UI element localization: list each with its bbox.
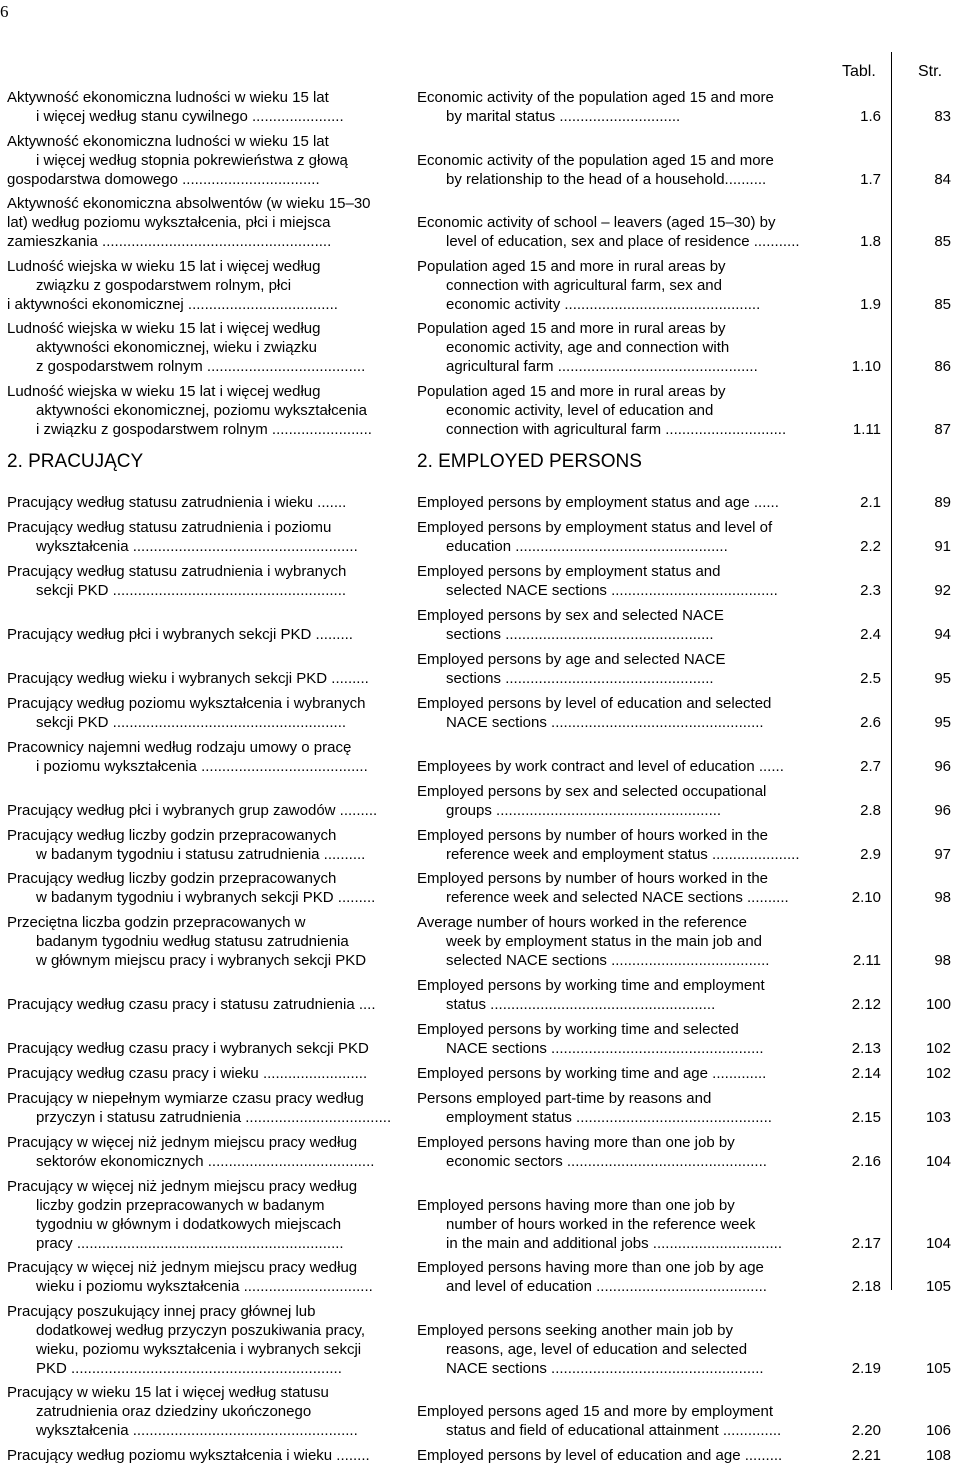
entry-line-en: reference week and selected NACE sections .......... <box>446 889 789 906</box>
entry-title-pl <box>7 1446 414 1465</box>
entry-line-en: Population aged 15 and more in rural areas by <box>417 320 726 337</box>
entry-line-en <box>417 1177 825 1196</box>
entry-line-en: education ................................................... <box>446 538 728 555</box>
page-ref: 104 <box>925 1153 951 1170</box>
entry-title-pl <box>7 518 414 556</box>
entry-line-pl: Pracujący według liczby godzin przepracowanych <box>7 870 337 887</box>
entry-title-en <box>417 738 825 776</box>
entry-line-en: economic activity ............................................... <box>446 296 761 313</box>
entry-title-en <box>417 562 825 600</box>
page-ref: 104 <box>925 1235 951 1252</box>
page-ref: 84 <box>934 171 951 188</box>
table-number: 2.13 <box>851 1040 881 1057</box>
entry-title-en <box>417 1258 825 1296</box>
entry-line-pl: Pracujący w niepełnym wymiarze czasu pracy według <box>7 1090 364 1107</box>
table-number: 2.14 <box>851 1065 881 1082</box>
page-ref: 85 <box>934 233 951 250</box>
entry-title-en <box>417 869 825 907</box>
entry-line-en: Employed persons by sex and selected occupational <box>417 783 767 800</box>
entry-line-en: Employed persons by employment status and level of <box>417 519 773 536</box>
entry-line-en: in the main and additional jobs ............................... <box>446 1235 782 1252</box>
entry-line-pl: związku z gospodarstwem rolnym, płci <box>36 277 292 294</box>
entry-title-pl <box>7 1177 414 1253</box>
entry-title-en <box>417 650 825 688</box>
entry-line-en: Employed persons by employment status and <box>417 563 721 580</box>
entry-title-pl <box>7 88 414 126</box>
entry-line-pl: Pracujący według statusu zatrudnienia i wieku ....... <box>7 494 347 511</box>
entry-title-en <box>417 694 825 732</box>
entry-line-en: selected NACE sections ........................................ <box>446 582 778 599</box>
table-number: 2.6 <box>860 714 881 731</box>
entry-line-pl: i poziomu wykształcenia ........................................ <box>36 758 368 775</box>
entry-line-en: number of hours worked in the reference week <box>446 1216 756 1233</box>
table-number: 2.10 <box>851 889 881 906</box>
entry-line-en: sections .................................................. <box>446 626 714 643</box>
entry-title-pl <box>7 1383 414 1440</box>
entry-line-pl: Ludność wiejska w wieku 15 lat i więcej według <box>7 258 321 275</box>
entry-line-pl: sekcji PKD ........................................................ <box>36 582 347 599</box>
entry-line-en: by marital status ............................. <box>446 108 681 125</box>
table-number: 2.12 <box>851 996 881 1013</box>
entry-title-en <box>417 1133 825 1171</box>
entry-line-pl: badanym tygodniu według statusu zatrudnienia <box>36 933 349 950</box>
entry-line-pl: Pracujący według statusu zatrudnienia i wybranych <box>7 563 347 580</box>
entry-line-pl: lat) według poziomu wykształcenia, płci i miejsca <box>7 214 331 231</box>
entry-line-en: connection with agricultural farm ............................. <box>446 421 787 438</box>
entry-line-pl: Pracownicy najemni według rodzaju umowy o pracę <box>7 739 352 756</box>
entry-line-en <box>417 1383 825 1402</box>
entry-line-pl: w głównym miejscu pracy i wybranych sekcji PKD <box>36 952 367 969</box>
entry-line-en: groups ...................................................... <box>446 802 722 819</box>
entry-line-en: Employed persons by age and selected NACE <box>417 651 726 668</box>
entry-title-en <box>417 826 825 864</box>
entry-line-pl: Przeciętna liczba godzin przepracowanych w <box>7 914 306 931</box>
entry-title-en <box>417 132 825 189</box>
entry-line-pl <box>7 782 414 801</box>
entry-title-pl <box>7 562 414 600</box>
page-ref: 98 <box>934 889 951 906</box>
entry-line-pl <box>7 976 414 995</box>
entry-line-en: Average number of hours worked in the reference <box>417 914 747 931</box>
entry-line-en: level of education, sex and place of residence ........... <box>446 233 800 250</box>
page-ref: 97 <box>934 846 951 863</box>
table-number: 2.5 <box>860 670 881 687</box>
entry-title-en <box>417 976 825 1014</box>
entry-line-en: selected NACE sections ...................................... <box>446 952 770 969</box>
page-ref: 108 <box>925 1447 951 1464</box>
entry-line-pl: Pracujący według wieku i wybranych sekcji PKD ......... <box>7 670 369 687</box>
entry-line-pl: Pracujący według statusu zatrudnienia i poziomu <box>7 519 332 536</box>
entry-line-pl: Pracujący według liczby godzin przepracowanych <box>7 827 337 844</box>
entry-line-en: Persons employed part-time by reasons and <box>417 1090 712 1107</box>
table-number: 2.17 <box>851 1235 881 1252</box>
entry-line-en: economic activity, age and connection with <box>446 339 730 356</box>
entry-title-pl <box>7 1258 414 1296</box>
table-number: 1.9 <box>860 296 881 313</box>
page-ref: 95 <box>934 670 951 687</box>
entry-line-en: Population aged 15 and more in rural areas by <box>417 258 726 275</box>
table-number: 2.18 <box>851 1278 881 1295</box>
entry-line-pl: Aktywność ekonomiczna ludności w wieku 15 lat <box>7 89 329 106</box>
entry-title-pl <box>7 976 414 1014</box>
column-divider <box>891 52 892 1290</box>
entry-line-en: Population aged 15 and more in rural areas by <box>417 383 726 400</box>
table-number: 2.11 <box>852 952 881 969</box>
entry-line-pl: Pracujący według płci i wybranych grup zawodów ......... <box>7 802 378 819</box>
entry-line-en: Economic activity of school – leavers (aged 15–30) by <box>417 214 776 231</box>
entry-line-pl: Pracujący według czasu pracy i statusu zatrudnienia .... <box>7 996 376 1013</box>
entry-line-en: NACE sections ................................................... <box>446 1040 764 1057</box>
table-number: 2.20 <box>851 1422 881 1439</box>
entry-line-en: Employed persons aged 15 and more by employment <box>417 1403 774 1420</box>
entry-line-en: Employed persons by employment status and age ...... <box>417 494 779 511</box>
entry-line-pl: Ludność wiejska w wieku 15 lat i więcej według <box>7 320 321 337</box>
entry-title-pl <box>7 1064 414 1083</box>
entry-line-pl: zatrudnienia oraz dziedziny ukończonego <box>36 1403 312 1420</box>
entry-line-pl: Pracujący w więcej niż jednym miejscu pracy według <box>7 1259 358 1276</box>
entry-line-pl: Aktywność ekonomiczna absolwentów (w wieku 15–30 <box>7 195 371 212</box>
entry-line-pl: Pracujący według czasu pracy i wybranych sekcji PKD <box>7 1040 369 1057</box>
page-ref: 94 <box>934 626 951 643</box>
entry-title-pl <box>7 132 414 189</box>
entry-line-pl: Pracujący w więcej niż jednym miejscu pracy według <box>7 1134 358 1151</box>
entry-line-en: Employed persons by sex and selected NACE <box>417 607 724 624</box>
table-number: 2.2 <box>860 538 881 555</box>
entry-title-pl <box>7 1020 414 1058</box>
entry-line-pl: zamieszkania ....................................................... <box>7 233 332 250</box>
page-ref: 95 <box>934 714 951 731</box>
table-number: 2.16 <box>851 1153 881 1170</box>
entry-title-en <box>417 257 825 314</box>
table-number: 2.3 <box>860 582 881 599</box>
page-ref: 83 <box>934 108 951 125</box>
entry-line-en: Employed persons by level of education and age ......... <box>417 1447 783 1464</box>
entry-title-pl <box>7 319 414 376</box>
entry-line-pl: wykształcenia ...................................................... <box>36 1422 358 1439</box>
entry-line-en: Employed persons having more than one job by age <box>417 1259 764 1276</box>
entry-title-en <box>417 493 825 512</box>
entry-line-en: sections .................................................. <box>446 670 714 687</box>
entry-line-en: Employed persons by level of education and selected <box>417 695 772 712</box>
entry-title-en <box>417 88 825 126</box>
entry-line-pl: aktywności ekonomicznej, poziomu wykształcenia <box>36 402 367 419</box>
entry-line-en: employment status ............................................... <box>446 1109 772 1126</box>
page-ref: 89 <box>934 494 951 511</box>
entry-line-en: Employed persons by working time and selected <box>417 1021 739 1038</box>
entry-title-pl <box>7 1302 414 1378</box>
entry-title-pl <box>7 694 414 732</box>
entry-line-pl: i aktywności ekonomicznej .................................... <box>7 296 338 313</box>
entry-title-pl <box>7 1089 414 1127</box>
entry-line-pl: wykształcenia ...................................................... <box>36 538 358 555</box>
entry-line-en: by relationship to the head of a household.......... <box>446 171 767 188</box>
entry-title-pl <box>7 738 414 776</box>
entry-line-pl <box>7 1020 414 1039</box>
entry-line-pl: Aktywność ekonomiczna ludności w wieku 15 lat <box>7 133 329 150</box>
page-ref: 92 <box>934 582 951 599</box>
section-heading-en: 2. EMPLOYED PERSONS <box>417 451 642 472</box>
page-ref: 105 <box>925 1278 951 1295</box>
table-number: 2.9 <box>860 846 881 863</box>
entry-line-pl: Pracujący według poziomu wykształcenia i wybranych <box>7 695 366 712</box>
entry-line-pl: tygodniu w głównym i dodatkowych miejscach <box>36 1216 342 1233</box>
entry-title-pl <box>7 606 414 644</box>
entry-line-en: Employed persons by number of hours worked in the <box>417 827 769 844</box>
entry-line-en: Employed persons having more than one job by <box>417 1134 735 1151</box>
entry-line-pl: Pracujący w więcej niż jednym miejscu pracy według <box>7 1178 358 1195</box>
entry-line-pl: PKD ................................................................. <box>36 1360 342 1377</box>
entry-line-pl: i więcej według stanu cywilnego ...................... <box>36 108 344 125</box>
entry-line-pl: pracy ................................................................ <box>36 1235 344 1252</box>
entry-line-pl: wieku i poziomu wykształcenia ............................... <box>36 1278 373 1295</box>
table-number: 2.8 <box>860 802 881 819</box>
entry-line-pl <box>7 606 414 625</box>
entry-line-pl: Ludność wiejska w wieku 15 lat i więcej według <box>7 383 321 400</box>
entry-line-en: week by employment status in the main job and <box>446 933 763 950</box>
table-number: 1.6 <box>860 108 881 125</box>
entry-line-en: NACE sections ................................................... <box>446 1360 764 1377</box>
entry-line-pl: Pracujący według poziomu wykształcenia i wieku ........ <box>7 1447 370 1464</box>
entry-title-pl <box>7 493 414 512</box>
entry-line-en <box>417 738 825 757</box>
page-ref: 102 <box>925 1040 951 1057</box>
table-number: 2.7 <box>860 758 881 775</box>
table-number: 2.19 <box>851 1360 881 1377</box>
page-number: 6 <box>0 2 9 21</box>
page-ref: 87 <box>934 421 951 438</box>
entry-line-pl: sekcji PKD ........................................................ <box>36 714 347 731</box>
entry-line-en: status ...................................................... <box>446 996 716 1013</box>
entry-line-pl: Pracujący według czasu pracy i wieku ......................... <box>7 1065 368 1082</box>
page-ref: 100 <box>925 996 951 1013</box>
entry-line-en: economic activity, level of education and <box>446 402 714 419</box>
page-ref: 106 <box>925 1422 951 1439</box>
entry-title-en <box>417 913 825 970</box>
entry-line-en <box>417 132 825 151</box>
entry-line-pl: gospodarstwa domowego ................................. <box>7 171 320 188</box>
entry-line-pl: dodatkowej według przyczyn poszukiwania pracy, <box>36 1322 366 1339</box>
entry-line-en: Employed persons seeking another main job by <box>417 1322 734 1339</box>
table-number: 2.15 <box>851 1109 881 1126</box>
entry-title-en <box>417 1089 825 1127</box>
entry-line-pl: Pracujący w wieku 15 lat i więcej według statusu <box>7 1384 329 1401</box>
entry-line-en: Economic activity of the population aged 15 and more <box>417 89 774 106</box>
entry-line-en: and level of education ......................................... <box>446 1278 767 1295</box>
table-number: 2.21 <box>851 1447 881 1464</box>
entry-line-pl: z gospodarstwem rolnym ...................................... <box>36 358 366 375</box>
entry-title-pl <box>7 869 414 907</box>
entry-line-en: Employed persons having more than one job by <box>417 1197 735 1214</box>
entry-title-pl <box>7 913 414 970</box>
entry-line-en <box>417 1302 825 1321</box>
entry-line-en: reasons, age, level of education and selected <box>446 1341 748 1358</box>
entry-title-en <box>417 1302 825 1378</box>
table-number: 2.4 <box>860 626 881 643</box>
entry-line-en: economic sectors ................................................ <box>446 1153 767 1170</box>
entry-line-en: Employed persons by number of hours worked in the <box>417 870 769 887</box>
entry-line-pl <box>7 650 414 669</box>
table-number: 1.10 <box>851 358 881 375</box>
entry-line-pl: wieku, poziomu wykształcenia i wybranych sekcji <box>36 1341 362 1358</box>
column-header-str: Str. <box>918 63 943 80</box>
page-ref: 96 <box>934 758 951 775</box>
entry-line-pl: aktywności ekonomicznej, wieku i związku <box>36 339 317 356</box>
entry-title-en <box>417 1020 825 1058</box>
entry-line-pl: Pracujący według płci i wybranych sekcji PKD ......... <box>7 626 353 643</box>
entry-line-en: status and field of educational attainment .............. <box>446 1422 782 1439</box>
entry-line-en: Employed persons by working time and age ............. <box>417 1065 767 1082</box>
page-ref: 98 <box>934 952 951 969</box>
entry-line-en: connection with agricultural farm, sex and <box>446 277 722 294</box>
page-ref: 102 <box>925 1065 951 1082</box>
entry-line-en: NACE sections ................................................... <box>446 714 764 731</box>
entry-title-pl <box>7 257 414 314</box>
entry-line-en: Employed persons by working time and employment <box>417 977 765 994</box>
entry-line-pl: i więcej według stopnia pokrewieństwa z głową <box>36 152 348 169</box>
entry-line-pl: przyczyn i statusu zatrudnienia ................................... <box>36 1109 392 1126</box>
section-heading-pl: 2. PRACUJĄCY <box>7 451 144 472</box>
page-ref: 96 <box>934 802 951 819</box>
entry-line-en <box>417 194 825 213</box>
entry-title-en <box>417 1446 825 1465</box>
entry-line-pl: Pracujący poszukujący innej pracy głównej lub <box>7 1303 316 1320</box>
entry-title-pl <box>7 382 414 439</box>
table-number: 1.7 <box>860 171 881 188</box>
entry-title-en <box>417 382 825 439</box>
entry-title-en <box>417 1177 825 1253</box>
table-number: 1.11 <box>852 421 881 438</box>
entry-title-pl <box>7 194 414 251</box>
table-number: 1.8 <box>860 233 881 250</box>
entry-title-pl <box>7 826 414 864</box>
entry-line-en: agricultural farm ................................................ <box>446 358 758 375</box>
entry-title-en <box>417 782 825 820</box>
entry-line-pl: i związku z gospodarstwem rolnym ........................ <box>36 421 372 438</box>
entry-title-en <box>417 194 825 251</box>
entry-title-en <box>417 518 825 556</box>
table-number: 2.1 <box>860 494 881 511</box>
column-header-tabl: Tabl. <box>842 63 876 80</box>
entry-line-pl: w badanym tygodniu i statusu zatrudnienia .......... <box>36 846 366 863</box>
entry-title-pl <box>7 782 414 820</box>
entry-line-pl: sektorów ekonomicznych ........................................ <box>36 1153 375 1170</box>
entry-title-en <box>417 1383 825 1440</box>
entry-title-en <box>417 1064 825 1083</box>
entry-line-pl: w badanym tygodniu i wybranych sekcji PKD ......... <box>36 889 376 906</box>
entry-title-pl <box>7 650 414 688</box>
page-ref: 103 <box>925 1109 951 1126</box>
entry-title-en <box>417 606 825 644</box>
entry-title-en <box>417 319 825 376</box>
entry-line-en: reference week and employment status ..................... <box>446 846 800 863</box>
entry-line-en: Employees by work contract and level of education ...... <box>417 758 784 775</box>
page-ref: 86 <box>934 358 951 375</box>
entry-title-pl <box>7 1133 414 1171</box>
page-ref: 91 <box>934 538 951 555</box>
page-ref: 85 <box>934 296 951 313</box>
entry-line-en: Economic activity of the population aged 15 and more <box>417 152 774 169</box>
entry-line-pl: liczby godzin przepracowanych w badanym <box>36 1197 325 1214</box>
page-ref: 105 <box>925 1360 951 1377</box>
